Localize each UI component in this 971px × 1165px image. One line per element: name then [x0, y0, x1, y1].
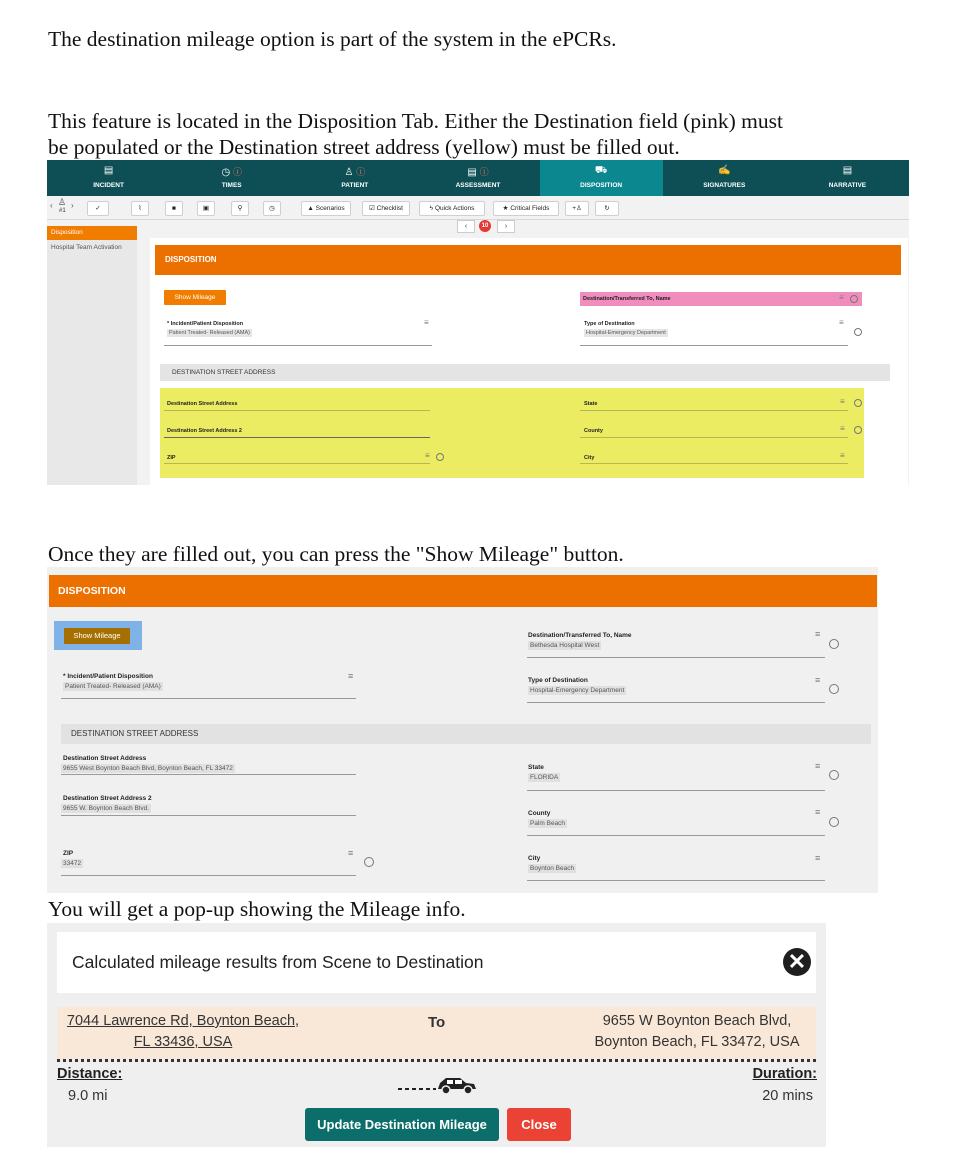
radio-icon[interactable] [829, 817, 839, 827]
type-label: Type of Destination [528, 677, 588, 684]
type-value[interactable]: Hospital-Emergency Department [530, 687, 625, 694]
menu-icon[interactable]: ≡ [839, 293, 844, 302]
divider [61, 774, 356, 775]
divider [164, 345, 432, 346]
divider [527, 835, 825, 836]
clock-icon[interactable]: ◷ [263, 201, 281, 216]
patient-number: #1 [59, 208, 66, 214]
destination-name-field[interactable] [580, 292, 862, 306]
street2-label: Destination Street Address 2 [167, 428, 242, 434]
screenshot-filled-form [47, 567, 878, 893]
divider [527, 880, 825, 881]
tab-patient[interactable]: ♙ ⓘ PATIENT [293, 160, 416, 196]
duration-value: 20 mins [762, 1088, 813, 1104]
street-value[interactable]: 9655 West Boynton Beach Blvd, Boynton Beach, FL 33472 [63, 765, 233, 772]
lightning-icon: ϟ [429, 205, 434, 212]
divider [61, 815, 356, 816]
divider [61, 698, 356, 699]
city-value[interactable]: Boynton Beach [530, 865, 575, 872]
ambulance-icon: ⛟ [594, 165, 608, 176]
divider [580, 437, 848, 438]
distance-value: 9.0 mi [68, 1088, 108, 1104]
street-label: Destination Street Address [167, 401, 238, 407]
form-panel [150, 238, 908, 485]
patient-icon[interactable]: ♙ [58, 197, 67, 207]
state-label: State [528, 764, 544, 771]
route-bar [57, 1007, 816, 1059]
divider [580, 345, 848, 346]
radio-icon[interactable] [854, 328, 862, 336]
divider [164, 437, 430, 438]
tab-narrative[interactable]: ▤ NARRATIVE [786, 160, 909, 196]
tab-disposition[interactable]: ⛟ DISPOSITION [540, 160, 663, 196]
mileage-popup [47, 923, 826, 1147]
checkbox-icon: ☑ [368, 205, 375, 212]
menu-icon[interactable]: ≡ [815, 761, 821, 771]
state-label: State [584, 401, 598, 407]
car-icon [398, 1071, 478, 1097]
tab-signatures[interactable]: ✍ SIGNATURES [663, 160, 786, 196]
state-value[interactable]: FLORIDA [530, 774, 559, 781]
show-mileage-button[interactable]: Show Mileage [164, 290, 226, 305]
zip-label: ZIP [167, 455, 176, 461]
destination-address: 9655 W Boynton Beach Blvd, Boynton Beach, FL 33472, USA [594, 1013, 800, 1050]
scenarios-button[interactable]: ▲ Scenarios [301, 201, 351, 216]
document-icon: ▤ [842, 165, 853, 176]
menu-icon[interactable]: ≡ [815, 675, 821, 685]
radio-icon[interactable] [829, 684, 839, 694]
menu-icon[interactable]: ≡ [839, 318, 844, 327]
toolbar [47, 197, 909, 220]
street2-value[interactable]: 9655 W. Boynton Beach Blvd. [63, 805, 149, 812]
destination-name-label: Destination/Transferred To, Name [583, 296, 671, 302]
dotted-divider [57, 1059, 816, 1062]
popup-title-bar [57, 932, 816, 993]
tab-assessment[interactable]: ▤ ⓘ ASSESSMENT [416, 160, 539, 196]
menu-icon[interactable]: ≡ [348, 848, 354, 858]
zip-value[interactable]: 33472 [63, 860, 82, 867]
tab-times[interactable]: ◷ ⓘ TIMES [170, 160, 293, 196]
street-address-block [160, 388, 864, 478]
checklist-button[interactable]: ☑ Checklist [362, 201, 410, 216]
divider [61, 875, 356, 876]
divider [164, 410, 430, 411]
type-label: Type of Destination [584, 321, 635, 327]
section-header: DISPOSITION [49, 575, 877, 607]
sidebar [47, 226, 137, 485]
signature-icon: ✍ [718, 165, 731, 176]
lock-icon: ▲ [307, 205, 314, 212]
tab-incident[interactable]: ▤ INCIDENT [47, 160, 170, 196]
menu-icon[interactable]: ≡ [815, 629, 821, 639]
distance-label: Distance: [57, 1066, 123, 1082]
radio-icon[interactable] [364, 857, 374, 867]
street2-label: Destination Street Address 2 [63, 795, 152, 802]
menu-icon[interactable]: ≡ [815, 807, 821, 817]
to-label: To [428, 1014, 446, 1031]
add-person-icon[interactable]: +♙ [565, 201, 589, 216]
clipboard-icon: ▤ [103, 165, 114, 176]
warning-icon: ⓘ [479, 167, 489, 177]
chevron-left-icon[interactable]: ‹ [50, 201, 53, 210]
menu-icon[interactable]: ≡ [424, 318, 429, 327]
page-badge: 10 [479, 220, 491, 232]
street-section-bar: DESTINATION STREET ADDRESS [160, 364, 890, 381]
close-icon[interactable]: ✕ [783, 948, 811, 976]
menu-icon[interactable]: ≡ [840, 451, 845, 460]
chevron-right-icon[interactable]: › [497, 220, 515, 233]
check-icon[interactable]: ✓ [87, 201, 109, 216]
disposition-value[interactable]: Patient Treated- Released (AMA) [169, 330, 251, 336]
search-icon[interactable]: ⚲ [231, 201, 249, 216]
paperclip-icon[interactable]: ⌇ [131, 201, 149, 216]
intro-line-3: be populated or the Destination street address (yellow) must be filled out. [48, 135, 680, 159]
menu-icon[interactable]: ≡ [425, 451, 430, 460]
screenshot-empty-form [47, 160, 909, 485]
intro-line-4: Once they are filled out, you can press the "Show Mileage" button. [48, 542, 624, 566]
update-mileage-button[interactable]: Update Destination Mileage [305, 1108, 499, 1141]
star-icon: ★ [502, 205, 509, 212]
tab-bar [47, 160, 909, 196]
radio-icon[interactable] [850, 295, 858, 303]
print-icon[interactable]: ▣ [197, 201, 215, 216]
divider [580, 463, 848, 464]
intro-line-2: This feature is located in the Disposition Tab. Either the Destination field (pink) must [48, 109, 783, 133]
intro-line-5: You will get a pop-up showing the Mileage info. [48, 897, 466, 921]
destination-name-value[interactable]: Bethesda Hospital West [530, 642, 600, 649]
radio-icon[interactable] [829, 770, 839, 780]
zip-label: ZIP [63, 850, 74, 857]
street-label: Destination Street Address [63, 755, 147, 762]
city-label: City [528, 855, 541, 862]
duration-label: Duration: [752, 1066, 817, 1082]
radio-icon[interactable] [436, 453, 444, 461]
radio-icon[interactable] [854, 426, 862, 434]
refresh-icon[interactable]: ↻ [595, 201, 619, 216]
timer-icon: ◷ ⓘ [221, 167, 242, 178]
type-value[interactable]: Hospital-Emergency Department [586, 330, 666, 336]
menu-icon[interactable]: ≡ [840, 424, 845, 433]
street-section-bar: DESTINATION STREET ADDRESS [61, 724, 871, 744]
destination-name-label: Destination/Transferred To, Name [528, 632, 632, 639]
divider [527, 790, 825, 791]
sidebar-item-disposition[interactable]: Disposition [47, 226, 137, 240]
county-label: County [528, 810, 551, 817]
show-mileage-button[interactable]: Show Mileage [64, 628, 130, 644]
disposition-value[interactable]: Patient Treated- Released (AMA) [65, 683, 161, 690]
quick-actions-button[interactable]: ϟ Quick Actions [419, 201, 485, 216]
county-label: County [584, 428, 603, 434]
city-label: City [584, 455, 595, 461]
divider [164, 463, 430, 464]
radio-icon[interactable] [829, 639, 839, 649]
divider [580, 410, 848, 411]
show-mileage-highlight [54, 621, 142, 650]
disposition-label: * Incident/Patient Disposition [63, 673, 153, 680]
menu-icon[interactable]: ≡ [840, 397, 845, 406]
popup-title: Calculated mileage results from Scene to Destination [72, 952, 484, 972]
radio-icon[interactable] [854, 399, 862, 407]
disposition-label: * Incident/Patient Disposition [167, 321, 244, 327]
section-header: DISPOSITION [155, 245, 901, 275]
divider [527, 702, 825, 703]
chevron-right-icon[interactable]: › [71, 201, 74, 210]
menu-icon[interactable]: ≡ [815, 853, 821, 863]
trash-icon[interactable]: ■ [165, 201, 183, 216]
warning-icon: ⓘ [232, 167, 242, 177]
close-button[interactable]: Close [507, 1108, 571, 1141]
menu-icon[interactable]: ≡ [348, 671, 354, 681]
warning-icon: ⓘ [356, 167, 366, 177]
scene-address[interactable]: 7044 Lawrence Rd, Boynton Beach, FL 33436, USA [66, 1013, 300, 1050]
divider [527, 657, 825, 658]
person-icon: ♙ ⓘ [344, 167, 366, 178]
chevron-left-icon[interactable]: ‹ [457, 220, 475, 233]
intro-line-1: The destination mileage option is part of the system in the ePCRs. [48, 27, 617, 51]
sidebar-item-hospital-team[interactable]: Hospital Team Activation [51, 244, 122, 251]
critical-fields-button[interactable]: ★ Critical Fields [493, 201, 559, 216]
county-value[interactable]: Palm Beach [530, 820, 566, 827]
clipboard-icon: ▤ ⓘ [467, 167, 489, 178]
